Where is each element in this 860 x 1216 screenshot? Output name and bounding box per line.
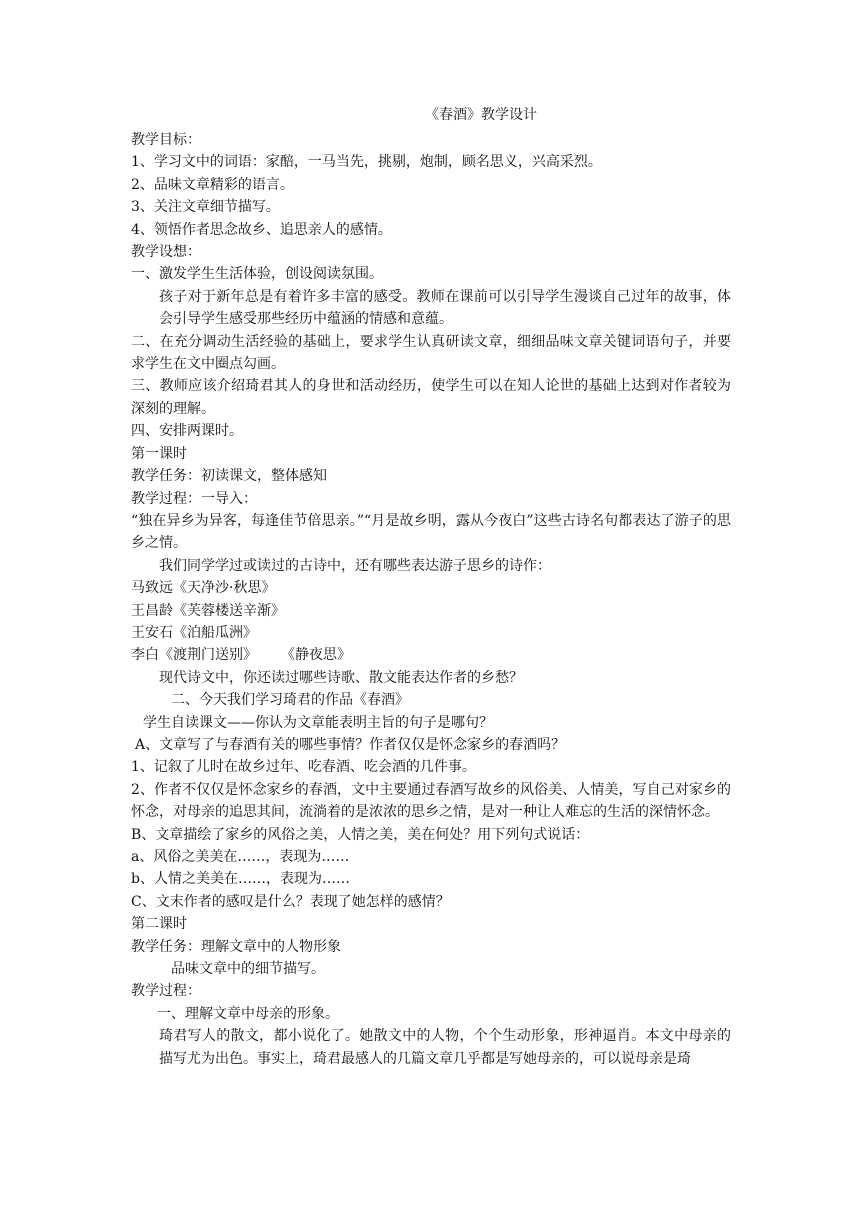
answer-a-1: 1、记叙了儿时在故乡过年、吃春酒、吃会酒的几件事。 — [131, 759, 476, 776]
lesson-2-task: 教学任务：理解文章中的人物形象 — [131, 938, 341, 955]
heading-teaching-ideas: 教学设想： — [131, 244, 201, 261]
idea-item-3: 三、教师应该介绍琦君其人的身世和活动经历，使学生可以在知人论世的基础上达到对作者较为深刻的理解。 — [131, 378, 731, 417]
poem-item-4 — [131, 644, 731, 666]
document-title: 《春酒》教学设计 — [425, 107, 537, 123]
lesson-1-heading: 第一课时 — [131, 445, 187, 462]
answer-a-2: 2、作者不仅仅是怀念家乡的春酒，文中主要通过春酒写故乡的风俗美、人情美，写自己对家乡的怀念，对母亲的追思其间，流淌着的是浓浓的思乡之情，是对一种让人难忘的生活的深情怀念。 — [131, 781, 731, 821]
idea-item-4: 四、安排两课时。 — [131, 423, 243, 440]
lesson-1-process: 教学过程：一导入： — [131, 490, 257, 507]
modern-question: 现代诗文中，你还读过哪些诗歌、散文能表达作者的乡愁？ — [159, 669, 523, 686]
section-two-heading: 二、今天我们学习琦君的作品《春酒》 — [171, 692, 409, 709]
heading-teaching-goals: 教学目标： — [131, 132, 201, 148]
poem-item-4a: 李白《渡荆门送别》 — [131, 647, 257, 664]
goal-item-2: 2、品味文章精彩的语言。 — [131, 176, 294, 193]
pattern-b: b、人情之美美在……，表现为…… — [131, 871, 350, 888]
mother-paragraph: 琦君写人的散文，都小说化了。她散文中的人物，个个生动形象，形神逼肖。本文中母亲的描写尤为出色。事实上，琦君最感人的几篇文章几乎都是写她母亲的，可以说母亲是琦 — [159, 1028, 731, 1067]
poem-question: 我们同学学过或读过的古诗中，还有哪些表达游子思乡的诗作： — [159, 557, 551, 574]
pattern-a: a、风俗之美美在……，表现为…… — [131, 849, 350, 865]
question-b: B、文章描绘了家乡的风俗之美，人情之美，美在何处？用下列句式说话： — [131, 826, 590, 843]
document-page — [131, 102, 731, 1070]
poem-item-1: 马致远《天净沙·秋思》 — [131, 580, 276, 597]
idea-paragraph-1: 孩子对于新年总是有着许多丰富的感受。教师在课前可以引导学生漫谈自己过年的故事，体会引导学生感受那些经历中蕴涵的情感和意蕴。 — [159, 288, 731, 328]
poem-item-4b: 《静夜思》 — [281, 647, 351, 664]
lesson-2-step-1: 一、理解文章中母亲的形象。 — [157, 1005, 339, 1022]
lesson-2-task-2: 品味文章中的细节描写。 — [171, 961, 325, 978]
lesson-2-heading: 第二课时 — [131, 916, 187, 933]
poem-item-3: 王安石《泊船瓜洲》 — [131, 624, 257, 641]
idea-item-1: 一、激发学生生活体验，创设阅读氛围。 — [131, 266, 383, 283]
lesson-1-task: 教学任务：初读课文，整体感知 — [131, 468, 327, 485]
intro-paragraph: “独在异乡为异客，每逢佳节倍思亲。”“月是故乡明，露从今夜白”这些古诗名句都表达了游子的思乡之情。 — [131, 512, 731, 552]
goal-item-1: 1、学习文中的词语：家醅，一马当先，挑剔，炮制，顾名思义，兴高采烈。 — [131, 154, 602, 171]
poem-item-2: 王昌龄《芙蓉楼送辛渐》 — [131, 602, 285, 619]
question-a: A、文章写了与春酒有关的哪些事情？作者仅仅是怀念家乡的春酒吗？ — [135, 736, 566, 753]
goal-item-3: 3、关注文章细节描写。 — [131, 199, 280, 216]
lesson-2-process: 教学过程： — [131, 983, 201, 1000]
self-reading: 学生自读课文——你认为文章能表明主旨的句子是哪句？ — [143, 714, 493, 731]
question-c: C、文末作者的感叹是什么？表现了她怎样的感情？ — [131, 893, 450, 910]
goal-item-4: 4、领悟作者思念故乡、追思亲人的感情。 — [131, 221, 392, 238]
idea-item-2: 二、在充分调动生活经验的基础上，要求学生认真研读文章，细细品味文章关键词语句子，并要求学生在文中圈点勾画。 — [131, 333, 731, 373]
